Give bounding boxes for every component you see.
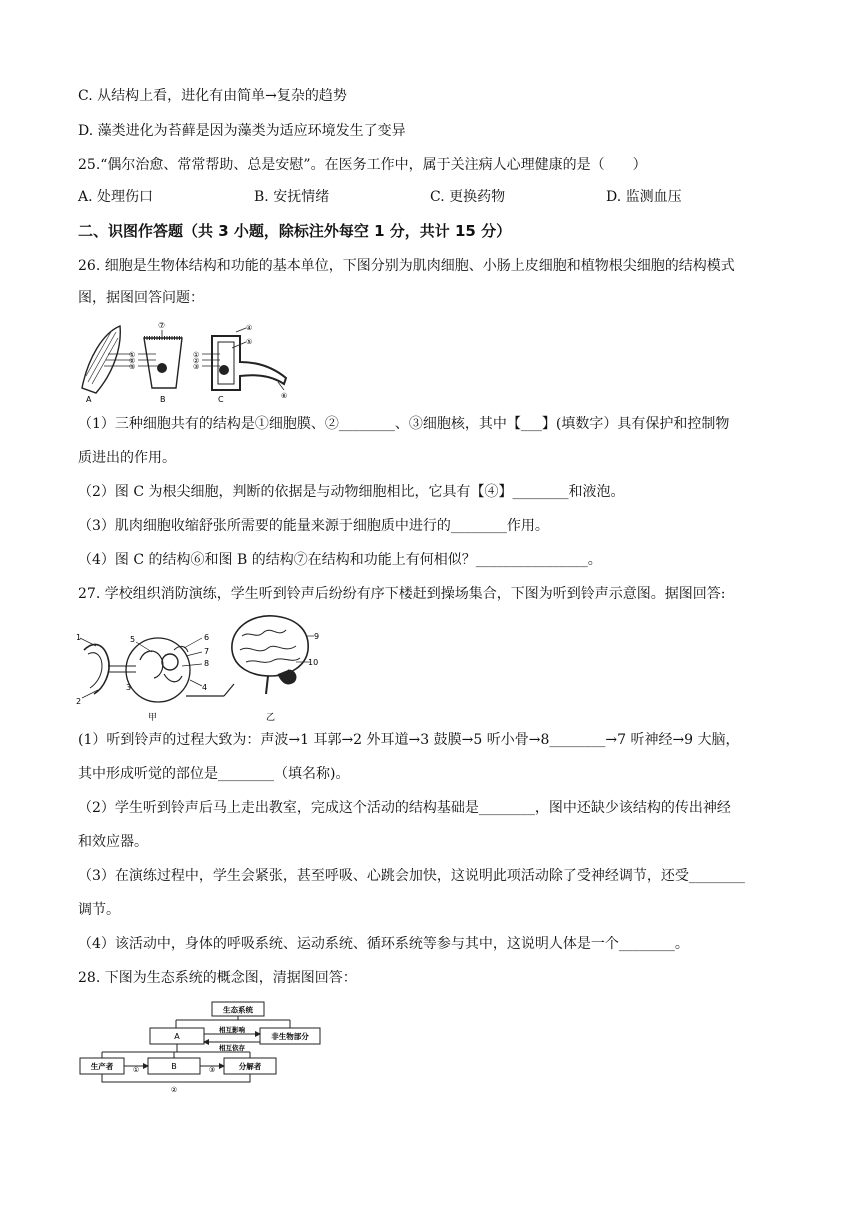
figure-label-yi: 乙 xyxy=(266,713,276,722)
label-6: ⑥ xyxy=(281,392,288,400)
figure-label-jia: 甲 xyxy=(148,713,158,722)
box-a: A xyxy=(174,1032,180,1041)
q26-sub1-line1: （1）三种细胞共有的结构是①细胞膜、②________、③细胞核，其中【___】(填数字）具有保护和控制物 xyxy=(78,416,730,432)
ear-label-7: 7 xyxy=(204,647,210,656)
q26-sub2: （2）图 C 为根尖细胞，判断的依据是与动物细胞相比，它具有【④】________和液泡。 xyxy=(78,484,625,500)
q26-sub1-line2: 质进出的作用。 xyxy=(78,450,176,466)
q26-stem-line1: 26. 细胞是生物体结构和功能的基本单位，下图分别为肌肉细胞、小肠上皮细胞和植物根尖细胞的结构模式 xyxy=(78,258,735,274)
brain-label-10: 10 xyxy=(308,658,319,667)
label-3-b: ③ xyxy=(129,363,136,371)
box-decomposer: 分解者 xyxy=(238,1062,262,1071)
q25-option-b: B. 安抚情绪 xyxy=(254,189,330,205)
q25-stem: 25.“偶尔治愈、常常帮助、总是安慰”。在医务工作中，属于关注病人心理健康的是（ ） xyxy=(78,157,647,173)
label-7: ⑦ xyxy=(158,321,166,330)
label-2-c: ② xyxy=(193,357,200,365)
label-c: C xyxy=(218,395,224,404)
label-1-b: ① xyxy=(129,351,136,359)
ecosystem-concept-map xyxy=(78,998,340,1096)
hearing-figure xyxy=(74,610,324,722)
box-b: B xyxy=(171,1062,177,1071)
q27-sub2-line1: （2）学生听到铃声后马上走出教室，完成这个活动的结构基础是________，图中还缺少该结构的传出神经 xyxy=(78,800,731,816)
q27-sub2-line2: 和效应器。 xyxy=(78,834,148,850)
label-b: B xyxy=(160,395,166,404)
ear-label-5: 5 xyxy=(130,635,136,644)
q24-option-d: D. 藻类进化为苔藓是因为藻类为适应环境发生了变异 xyxy=(78,123,406,139)
label-mutual-influence: 相互影响 xyxy=(219,1026,245,1034)
label-4: ④ xyxy=(246,324,253,332)
brain-label-9: 9 xyxy=(314,632,320,641)
section-title: 二、识图作答题（共 3 小题，除标注外每空 1 分，共计 15 分） xyxy=(78,222,512,240)
q26-sub4: （4）图 C 的结构⑥和图 B 的结构⑦在结构和功能上有何相似？________________。 xyxy=(78,552,602,568)
ear-label-1: 1 xyxy=(76,633,82,642)
label-5: ⑤ xyxy=(246,338,253,346)
q24-option-c: C. 从结构上看，进化有由简单→复杂的趋势 xyxy=(78,88,347,104)
q26-stem-line2: 图，据图回答问题： xyxy=(78,290,204,306)
q26-sub3: （3）肌肉细胞收缩舒张所需要的能量来源于细胞质中进行的________作用。 xyxy=(78,518,549,534)
ear-label-8: 8 xyxy=(204,659,210,668)
q27-stem: 27. 学校组织消防演练，学生听到铃声后纷纷有序下楼赶到操场集合，下图为听到铃声示意图。据图回答: xyxy=(78,586,726,602)
q27-sub1-line1: (1）听到铃声的过程大致为：声波→1 耳郭→2 外耳道→3 鼓膜→5 听小骨→8________→7 听神经→9 大脑， xyxy=(78,732,740,748)
q28-stem: 28. 下图为生态系统的概念图，清据图回答： xyxy=(78,970,357,986)
ear-label-2: 2 xyxy=(76,697,82,706)
q25-option-d: D. 监测血压 xyxy=(606,189,682,205)
label-interdependence: 相互依存 xyxy=(219,1044,245,1052)
label-3-c: ③ xyxy=(193,363,200,371)
box-ecosystem: 生态系统 xyxy=(223,1005,253,1015)
circle-2: ② xyxy=(170,1086,178,1094)
ear-label-6: 6 xyxy=(204,633,210,642)
q27-sub1-line2: 其中形成听觉的部位是________（填名称)。 xyxy=(78,766,350,782)
label-2-b: ② xyxy=(129,357,136,365)
circle-1: ① xyxy=(132,1066,140,1074)
box-abiotic: 非生物部分 xyxy=(271,1032,309,1041)
q27-sub4: （4）该活动中，身体的呼吸系统、运动系统、循环系统等参与其中，这说明人体是一个________。 xyxy=(78,936,689,952)
ear-label-4: 4 xyxy=(202,683,208,692)
q27-sub3-line1: （3）在演练过程中，学生会紧张，甚至呼吸、心跳会加快，这说明此项活动除了受神经调节，还受________ xyxy=(78,868,745,884)
box-producer: 生产者 xyxy=(90,1062,114,1071)
q27-sub3-line2: 调节。 xyxy=(78,902,120,918)
cell-structure-figure xyxy=(78,318,298,404)
label-1-c: ① xyxy=(193,351,200,359)
circle-3: ③ xyxy=(208,1066,216,1074)
ear-label-3: 3 xyxy=(126,683,132,692)
q25-option-c: C. 更换药物 xyxy=(430,189,506,205)
label-a: A xyxy=(86,395,92,404)
q25-option-a: A. 处理伤口 xyxy=(78,189,154,205)
